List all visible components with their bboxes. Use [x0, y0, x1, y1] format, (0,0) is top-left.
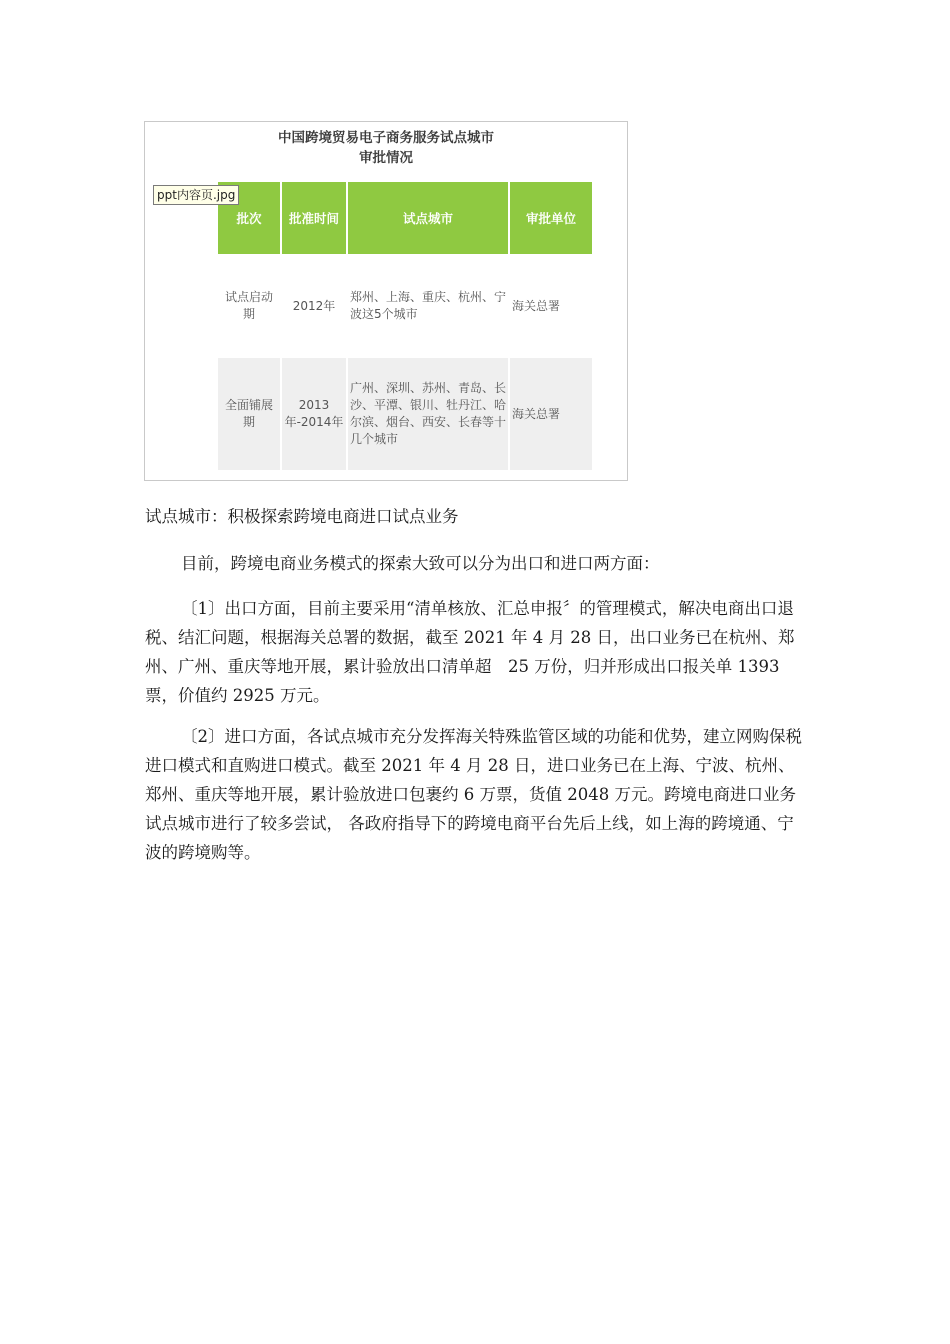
- cell-cities: 广州、深圳、苏州、青岛、长沙、平潭、银川、牡丹江、哈尔滨、烟台、西安、长春等十几个城市: [348, 358, 508, 470]
- paragraph-intro: 目前，跨境电商业务模式的探索大致可以分为出口和进口两方面：: [181, 554, 660, 573]
- figure-title-line2: 审批情况: [359, 150, 413, 166]
- section-heading: 试点城市：积极探索跨境电商进口试点业务: [145, 507, 459, 526]
- table-row: [218, 254, 592, 358]
- filename-tooltip: ppt内容页.jpg: [153, 185, 239, 205]
- header-unit: 审批单位: [510, 182, 592, 254]
- cell-batch: 试点启动期: [218, 254, 280, 358]
- paragraph-import: 〔2〕进口方面，各试点城市充分发挥海关特殊监管区域的功能和优势，建立网购保税进口模式和直购进口模式。截至 2021 年 4 月 28 日，进口业务已在上海、宁波、杭州、郑州、重庆等地开展，累计验放进口包裹约 6 万票，货值 2048 万元。跨境电商进口业务试点城市进行了较多尝试， 各政府指导下的跨境电商平台先后上线，如上海的跨境通、宁波的跨境购等。: [145, 727, 802, 862]
- cell-unit: 海关总署: [510, 254, 592, 358]
- pilot-city-table: [216, 182, 594, 470]
- header-cities: 试点城市: [348, 182, 508, 254]
- cell-unit: 海关总署: [510, 358, 592, 470]
- figure-title: [145, 128, 627, 168]
- header-batch: 批次: [218, 182, 280, 254]
- table-row: [218, 358, 592, 470]
- table-image: [144, 121, 628, 481]
- header-time: 批准时间: [282, 182, 346, 254]
- cell-cities: 郑州、上海、重庆、杭州、宁波这5个城市: [348, 254, 508, 358]
- cell-time: 2013年-2014年: [282, 358, 346, 470]
- table-header-row: [218, 182, 592, 254]
- cell-batch: 全面铺展期: [218, 358, 280, 470]
- cell-time: 2012年: [282, 254, 346, 358]
- paragraph-export: 〔1〕出口方面，目前主要采用“清单核放、汇总申报〞的管理模式，解决电商出口退税、结汇问题，根据海关总署的数据，截至 2021 年 4 月 28 日，出口业务已在杭州、郑州、广州、重庆等地开展，累计验放出口清单超 25 万份，归并形成出口报关单 1393 票，价值约 2925 万元。: [145, 599, 795, 705]
- figure-title-line1: 中国跨境贸易电子商务服务试点城市: [278, 130, 494, 146]
